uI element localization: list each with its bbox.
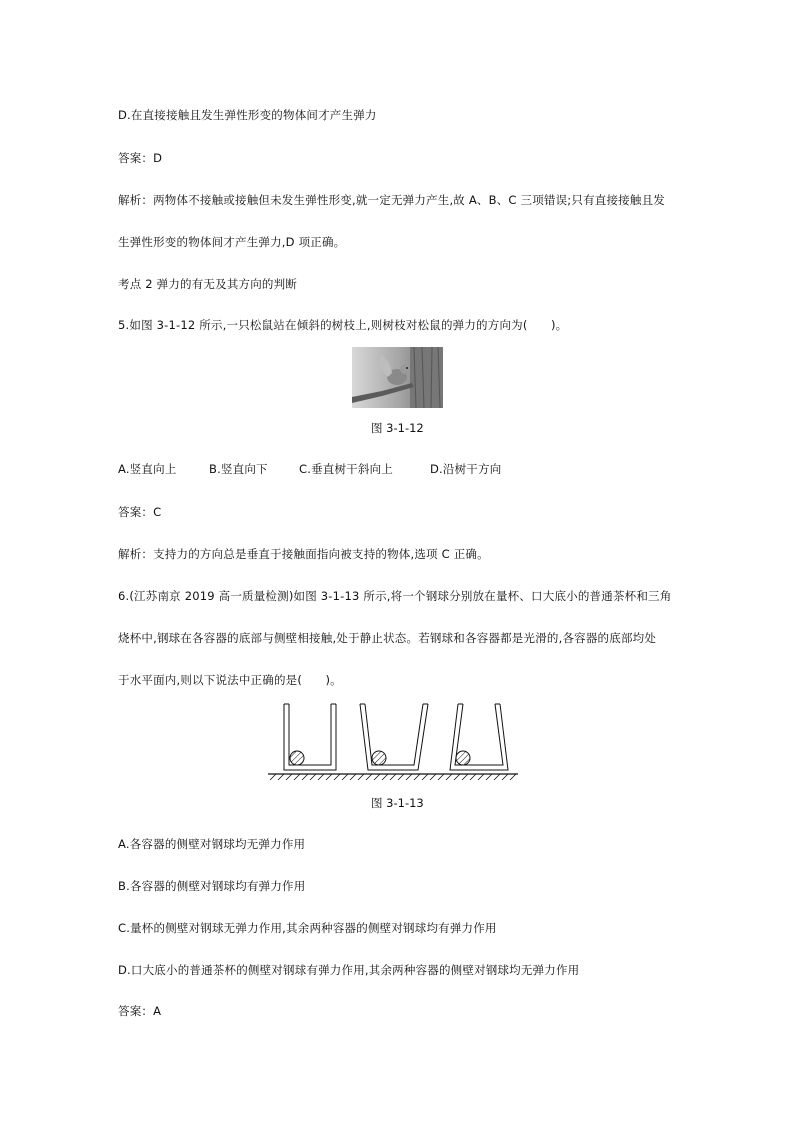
q6-stem-line-2: 烧杯中,钢球在各容器的底部与侧壁相接触,处于静止状态。若钢球和各容器都是光滑的,各容器的底部均处: [118, 631, 657, 645]
figure-caption-3-1-13: 图 3-1-13: [371, 796, 424, 810]
q6-option-d: D.口大底小的普通茶杯的侧壁对钢球有弹力作用,其余两种容器的侧壁对钢球均无弹力作用: [118, 963, 580, 977]
q5-options: [118, 461, 501, 477]
q5-option-d: D.沿树干方向: [430, 462, 502, 476]
q5-option-b: B.竖直向下: [209, 462, 268, 476]
q4-option-d: D.在直接接触且发生弹性形变的物体间才产生弹力: [118, 108, 377, 122]
q6-option-a: A.各容器的侧壁对钢球均无弹力作用: [118, 837, 306, 851]
q6-stem-line-3: 于水平面内,则以下说法中正确的是( )。: [118, 673, 342, 687]
squirrel-photo: [352, 347, 443, 408]
q6-option-b: B.各容器的侧壁对钢球均有弹力作用: [118, 879, 306, 893]
figure-caption-3-1-12: 图 3-1-12: [371, 421, 424, 435]
q5-stem: 5.如图 3-1-12 所示,一只松鼠站在倾斜的树枝上,则树枝对松鼠的弹力的方向为( )。: [118, 318, 568, 332]
q5-option-c: C.垂直树干斜向上: [299, 462, 393, 476]
containers-diagram: [268, 700, 518, 785]
q4-answer: 答案：D: [118, 151, 163, 165]
q5-analysis: 解析：支持力的方向总是垂直于接触面指向被支持的物体,选项 C 正确。: [118, 547, 489, 561]
q6-answer: 答案：A: [118, 1004, 162, 1018]
q4-analysis-line-2: 生弹性形变的物体间才产生弹力,D 项正确。: [118, 235, 346, 249]
section-title: 考点 2 弹力的有无及其方向的判断: [118, 277, 298, 291]
q6-stem-line-1: 6.(江苏南京 2019 高一质量检测)如图 3-1-13 所示,将一个钢球分别放在量杯、口大底小的普通茶杯和三角: [118, 589, 672, 603]
q5-option-a: A.竖直向上: [118, 462, 177, 476]
q4-analysis-line-1: 解析：两物体不接触或接触但未发生弹性形变,就一定无弹力产生,故 A、B、C 三项错误;只有直接接触且发: [118, 193, 665, 207]
q5-answer: 答案：C: [118, 505, 162, 519]
q6-option-c: C.量杯的侧壁对钢球无弹力作用,其余两种容器的侧壁对钢球均有弹力作用: [118, 921, 497, 935]
